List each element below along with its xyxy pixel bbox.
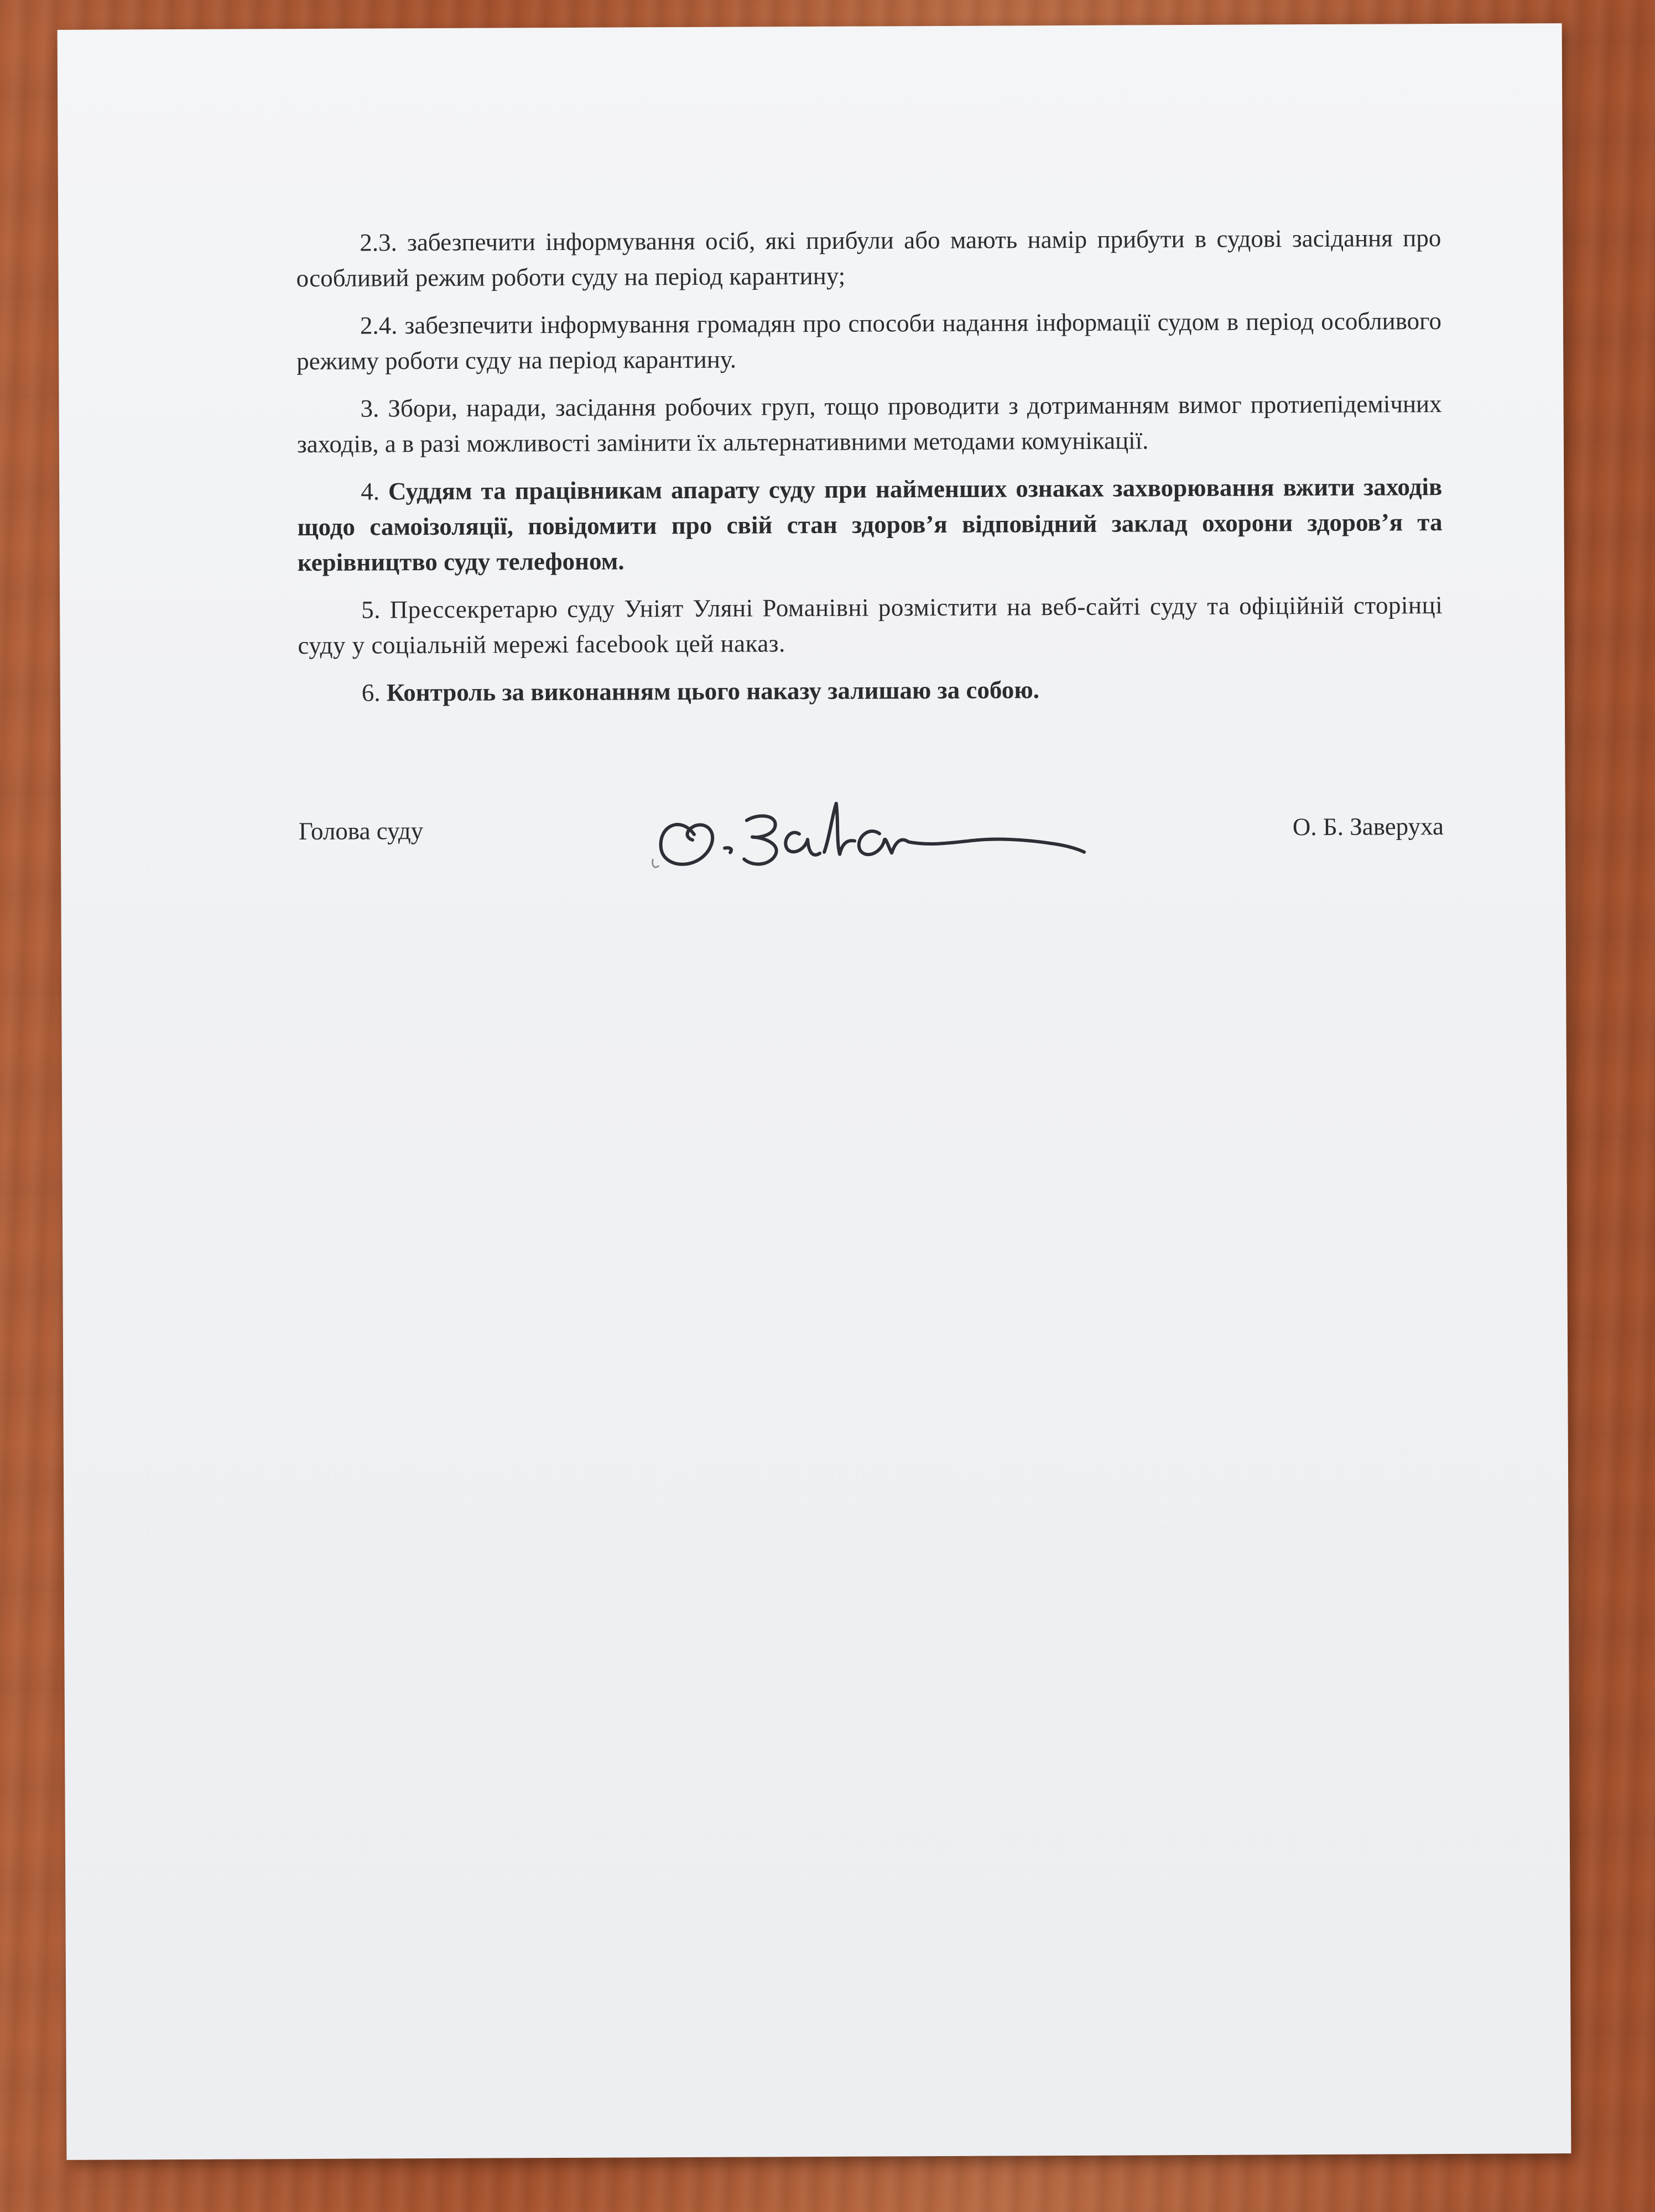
paragraph-text: Суддям та працівникам апарату суду при найменших ознаках захворювання вжити заходів щодо самоізоляції, повідомити про свій стан здоров’я відповідний заклад охорони здоров’я та керівництво суду телефоном. <box>297 473 1443 577</box>
handwritten-signature <box>642 780 1140 893</box>
paragraph-number: 2.4. <box>360 311 398 340</box>
paragraph-number: 4. <box>361 477 380 505</box>
paragraph-3 <box>296 386 1442 462</box>
document-page <box>58 23 1571 2160</box>
paragraph-5 <box>298 587 1443 663</box>
signature-block <box>299 801 1444 905</box>
paragraph-text: Збори, наради, засідання робочих груп, тощо проводити з дотриманням вимог протиепідемічних заходів, а в разі можливості замінити їх альтернативними методами комунікації. <box>296 390 1442 458</box>
paragraph-number: 3. <box>360 394 379 422</box>
signatory-title: Голова суду <box>298 817 424 846</box>
paragraph-2-3 <box>296 220 1441 296</box>
paragraph-2-4 <box>296 303 1442 379</box>
paragraph-text: забезпечити інформування громадян про способи надання інформації судом в період особливого режиму роботи суду на період карантину. <box>296 307 1442 375</box>
paragraph-number: 5. <box>361 596 381 624</box>
document-body <box>296 220 1443 723</box>
paragraph-text: забезпечити інформування осіб, які прибули або мають намір прибути в судові засідання про особливий режим роботи суду на період карантину; <box>296 224 1441 293</box>
paragraph-text: Прессекретарю суду Уніят Уляні Романівні розмістити на веб-сайті суду та офіційній сторінці суду у соціальній мережі facebook цей наказ. <box>298 591 1443 660</box>
signatory-name: О. Б. Заверуха <box>1292 812 1444 841</box>
paragraph-text: Контроль за виконанням цього наказу залишаю за собою. <box>380 676 1040 707</box>
paragraph-4 <box>297 469 1443 580</box>
paragraph-number: 6. <box>361 679 381 707</box>
paragraph-number: 2.3. <box>360 228 397 257</box>
paragraph-6 <box>298 670 1443 711</box>
